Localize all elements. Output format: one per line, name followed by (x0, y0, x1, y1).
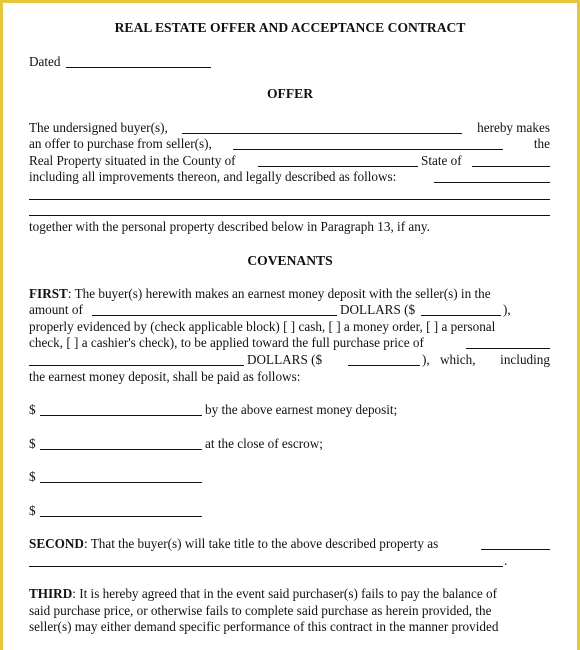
third-line3: seller(s) may either demand specific performance of this contract in the manner provided (29, 619, 499, 634)
first-line4: check, [ ] a cashier's check), to be applied toward the full purchase price of (29, 335, 424, 350)
offer-line1-left: The undersigned buyer(s), (29, 120, 168, 135)
county-field[interactable] (258, 166, 418, 167)
third-label: THIRD (29, 586, 73, 601)
pay1-text: by the above earnest money deposit; (205, 402, 398, 417)
first-line5-mid: DOLLARS ($ (247, 352, 323, 367)
offer-line3-mid: State of (421, 153, 462, 168)
document-title: REAL ESTATE OFFER AND ACCEPTANCE CONTRACT (114, 20, 466, 35)
legal-description-field-3[interactable] (29, 215, 550, 216)
title-manner-field-1[interactable] (481, 549, 550, 550)
first-line5-right-c: including (500, 352, 550, 367)
pay4-dollar: $ (29, 503, 36, 518)
first-line1-text: : The buyer(s) herewith makes an earnest money deposit with the seller(s) in the (67, 286, 491, 301)
first-line6: the earnest money deposit, shall be paid as follows: (29, 369, 301, 384)
legal-description-field-2[interactable] (29, 199, 550, 200)
payment-4-field[interactable] (40, 516, 202, 517)
dated-label: Dated (29, 54, 61, 69)
second-label: SECOND (29, 536, 84, 551)
offer-line2-left: an offer to purchase from seller(s), (29, 136, 212, 151)
seller-name-field[interactable] (233, 149, 503, 150)
pay1-dollar: $ (29, 402, 36, 417)
first-line1 (29, 286, 491, 302)
second-end: . (504, 553, 508, 568)
state-field[interactable] (472, 166, 550, 167)
first-line3: properly evidenced by (check applicable block) [ ] cash, [ ] a money order, [ ] a personal (29, 319, 496, 334)
title-manner-field-2[interactable] (29, 566, 503, 567)
first-line5-right-a: ), (422, 352, 430, 367)
earnest-amount-words-field[interactable] (92, 315, 337, 316)
payment-3-field[interactable] (40, 482, 202, 483)
purchase-price-words-field-2[interactable] (29, 365, 244, 366)
third-line1 (29, 586, 497, 602)
buyer-name-field[interactable] (182, 133, 462, 134)
offer-line5: together with the personal property described below in Paragraph 13, if any. (29, 219, 430, 234)
offer-heading: OFFER (266, 86, 314, 101)
second-text: : That the buyer(s) will take title to the above described property as (83, 536, 439, 551)
payment-2-field[interactable] (40, 449, 202, 450)
first-label: FIRST (29, 286, 68, 301)
purchase-price-words-field-1[interactable] (466, 348, 550, 349)
legal-description-field-1[interactable] (434, 182, 550, 183)
offer-line2-right: the (533, 136, 550, 151)
first-line2-right: ), (503, 302, 511, 317)
third-line2: said purchase price, or otherwise fails to complete said purchase as herein provided, the (29, 603, 492, 618)
purchase-price-number-field[interactable] (348, 365, 420, 366)
dated-field[interactable] (66, 67, 211, 68)
first-line2-left: amount of (29, 302, 83, 317)
offer-line1-right: hereby makes (477, 120, 550, 135)
pay2-text: at the close of escrow; (205, 436, 323, 451)
second-line (29, 536, 438, 552)
pay2-dollar: $ (29, 436, 36, 451)
payment-1-field[interactable] (40, 415, 202, 416)
third-line1-text: : It is hereby agreed that in the event said purchaser(s) fails to pay the balance of (72, 586, 497, 601)
covenants-heading: COVENANTS (247, 253, 333, 268)
pay3-dollar: $ (29, 469, 36, 484)
first-line2-mid: DOLLARS ($ (340, 302, 416, 317)
contract-page (3, 3, 577, 650)
first-line5-right-b: which, (440, 352, 476, 367)
offer-line3-left: Real Property situated in the County of (29, 153, 236, 168)
earnest-amount-number-field[interactable] (421, 315, 501, 316)
offer-line4-left: including all improvements thereon, and legally described as follows: (29, 169, 397, 184)
